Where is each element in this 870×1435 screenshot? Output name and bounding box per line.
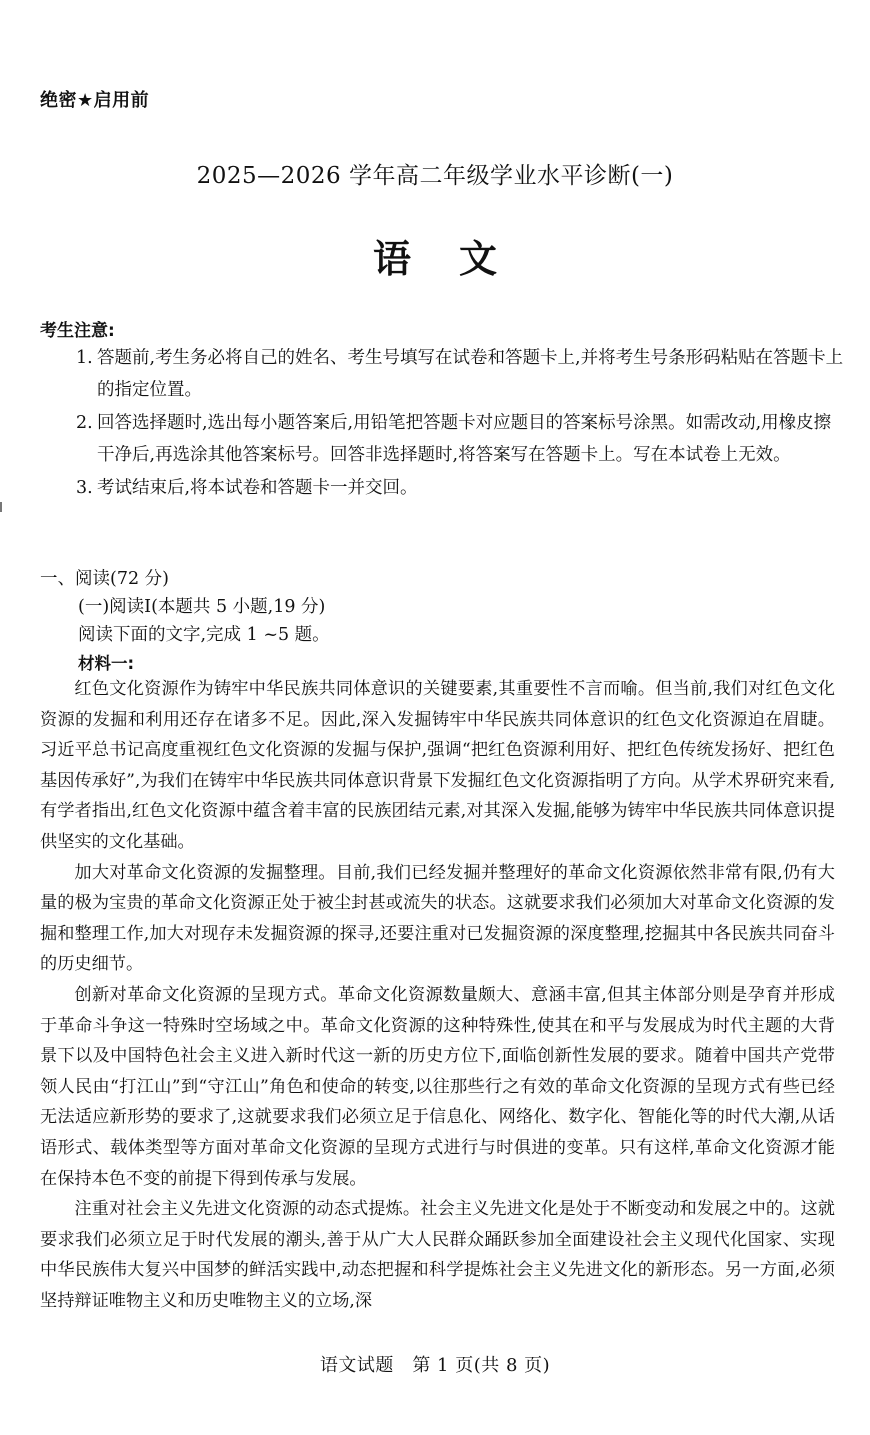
notice-number: 3. <box>76 478 93 498</box>
passage-paragraph: 红色文化资源作为铸牢中华民族共同体意识的关键要素,其重要性不言而喻。但当前,我们对红色文化资源的发掘和利用还存在诸多不足。因此,深入发掘铸牢中华民族共同体意识的红色文化资源迫在眉睫。习近平总书记高度重视红色文化资源的发掘与保护,强调“把红色资源利用好、把红色传统发扬好、把红色基因传承好”,为我们在铸牢中华民族共同体意识背景下发掘红色文化资源指明了方向。从学术界研究来看,有学者指出,红色文化资源中蕴含着丰富的民族团结元素,对其深入发掘,能够为铸牢中华民族共同体意识提供坚实的文化基础。 <box>40 679 835 852</box>
reading-instruction: 阅读下面的文字,完成 1 ~5 题。 <box>78 625 330 645</box>
notice-list <box>76 342 846 505</box>
notice-text: 考试结束后,将本试卷和答题卡一并交回。 <box>97 478 418 498</box>
subject-title: 语文 <box>372 237 545 281</box>
passage-paragraph: 加大对革命文化资源的发掘整理。目前,我们已经发掘并整理好的革命文化资源依然非常有限,仍有大量的极为宝贵的革命文化资源正处于被尘封甚或流失的状态。这就要求我们必须加大对革命文化资源的发掘和整理工作,加大对现存未发掘资源的探寻,还要注重对已发掘资源的深度整理,挖掘其中各民族共同奋斗的历史细节。 <box>40 862 835 975</box>
margin-mark <box>0 502 2 512</box>
notice-text: 回答选择题时,选出每小题答案后,用铅笔把答题卡对应题目的答案标号涂黑。如需改动,用橡皮擦干净后,再选涂其他答案标号。回答非选择题时,将答案写在答题卡上。写在本试卷上无效。 <box>97 413 832 465</box>
passage-paragraph: 创新对革命文化资源的呈现方式。革命文化资源数量颇大、意涵丰富,但其主体部分则是孕育并形成于革命斗争这一特殊时空场域之中。革命文化资源的这种特殊性,使其在和平与发展成为时代主题的大背景下以及中国特色社会主义进入新时代这一新的历史方位下,面临创新性发展的要求。随着中国共产党带领人民由“打江山”到“守江山”角色和使命的转变,以往那些行之有效的革命文化资源的呈现方式有些已经无法适应新形势的要求了,这就要求我们必须立足于信息化、网络化、数字化、智能化等的时代大潮,从话语形式、载体类型等方面对革命文化资源的呈现方式进行与时俱进的变革。只有这样,革命文化资源才能在保持本色不变的前提下得到传承与发展。 <box>40 984 835 1189</box>
notice-item <box>76 472 846 504</box>
notice-number: 2. <box>76 413 93 433</box>
passage-paragraph: 注重对社会主义先进文化资源的动态式提炼。社会主义先进文化是处于不断变动和发展之中的。这就要求我们必须立足于时代发展的潮头,善于从广大人民群众踊跃参加全面建设社会主义现代化国家、实现中华民族伟大复兴中国梦的鲜活实践中,动态把握和科学提炼社会主义先进文化的新形态。另一方面,必须坚持辩证唯物主义和历史唯物主义的立场,深 <box>40 1199 835 1311</box>
reading-passage <box>40 674 835 1316</box>
notice-item <box>76 407 846 471</box>
exam-title: 2025—2026 学年高二年级学业水平诊断(一) <box>196 163 674 189</box>
notice-number: 1. <box>76 348 93 368</box>
sub-section-heading: (一)阅读Ⅰ(本题共 5 小题,19 分) <box>78 597 326 617</box>
page-footer: 语文试题 第 1 页(共 8 页) <box>319 1355 551 1376</box>
notice-item <box>76 342 846 406</box>
confidential-label: 绝密★启用前 <box>40 90 150 111</box>
section-heading: 一、阅读(72 分) <box>40 569 169 589</box>
notice-text: 答题前,考生务必将自己的姓名、考生号填写在试卷和答题卡上,并将考生号条形码粘贴在答题卡上的指定位置。 <box>97 348 844 400</box>
notice-heading: 考生注意: <box>40 321 115 341</box>
material-label: 材料一: <box>78 654 135 673</box>
